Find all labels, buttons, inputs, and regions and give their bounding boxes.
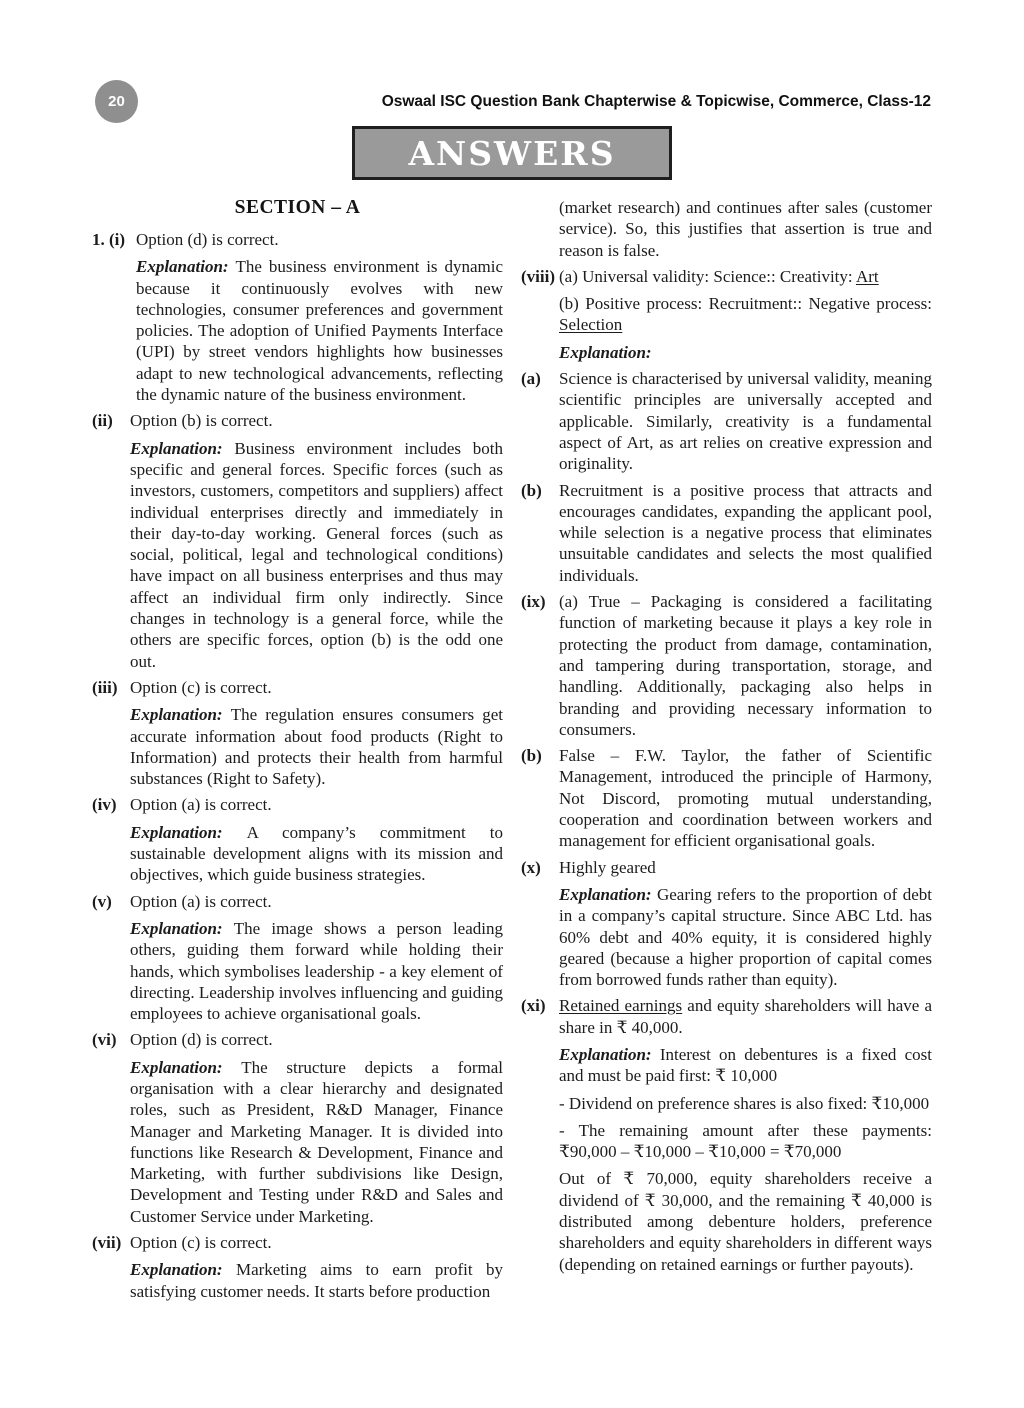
right-column-rows [521,197,932,1275]
answer-item-label: (xi) [521,996,546,1016]
answer-item [92,891,503,1025]
answer-item-content [136,229,503,405]
left-column-rows [92,229,503,1302]
text-segment: The structure depicts a formal organisation with a clear hierarchy and designated roles, such as President, R&D Manager, Finance Manager and Marketing Manager. It is divided into functions like Research & Development, Finance and Marketing, with further subdivisions like Design, Development and Testing under R&D and Sales and Customer Service under Marketing. [130,1057,503,1226]
text-segment: Science is characterised by universal validity, meaning scientific principles are universally accepted and applicable. Similarly, creativity is a fundamental aspect of Art, as art relies on creative expression and originality. [559,369,932,474]
answer-item [521,995,932,1275]
answer-item-label: (v) [92,891,112,911]
paragraph [559,995,932,1038]
answer-item-label: 1. (i) [92,230,126,249]
answer-item-content [559,480,932,586]
text-segment-bi: Explanation: [559,1044,660,1064]
paragraph [130,704,503,789]
text-segment: False – F.W. Taylor, the father of Scientific Management, introduced the principle of Harmony, Not Discord, promoting mutual understanding, cooperation and coordination between workers and management for efficient organisational goals. [559,746,932,851]
answer-item-content [559,591,932,740]
paragraph [130,794,503,815]
text-segment-u: Selection [559,315,623,335]
text-segment-bi: Explanation: [130,918,234,938]
paragraph [130,1057,503,1227]
paragraph [559,197,932,261]
paragraph [130,1029,503,1050]
text-segment-bi: Explanation: [130,1260,236,1280]
answer-item-content [130,1029,503,1227]
paragraph [130,891,503,912]
text-segment-bi: Explanation: [130,822,247,842]
text-segment-bi: Explanation: [130,438,235,458]
text-segment: Business environment includes both specific and general forces. Specific forces (such as investors, customers, competitors and suppliers) affect individual enterprises directly and immediately in their day-to-day working. General forces (such as social, political, legal and technological conditions) have impact on all business enterprises and thus may affect an individual firm only indirectly. Since changes in technology is a general force, while the others are specific forces, option (b) is the odd one out. [130,438,503,671]
text-segment: Option (b) is correct. [130,411,273,431]
text-segment: (a) True – Packaging is considered a facilitating function of marketing because it plays a key role in protecting the product from damage, contamination, and tampering during transportation, storage, and handling. Additionally, packaging also helps in branding and providing necessary information to consumers. [559,592,932,739]
answer-item [521,857,932,991]
title-part-1: Oswaal ISC Question Bank Chapterwise & Topicwise, [381,93,779,110]
answer-item-label: (x) [521,857,541,877]
paragraph [559,1168,932,1274]
answer-item [521,480,932,586]
text-segment: - The remaining amount after these payments: ₹90,000 – ₹10,000 – ₹10,000 = ₹70,000 [559,1120,932,1162]
answer-item-label [521,197,559,261]
answer-item [521,745,932,851]
text-segment: Recruitment is a positive process that attracts and encourages candidates, expanding the applicant pool, while selection is a negative process that eliminates unsuitable candidates and selects the most qualified individuals. [559,480,932,585]
paragraph [130,918,503,1024]
left-column [92,197,503,1307]
paragraph [130,410,503,431]
answer-item-content [559,857,932,991]
answer-item [521,591,932,740]
answer-item-content [559,995,932,1275]
paragraph [559,266,932,287]
answer-item-label: (ii) [92,411,113,431]
text-segment: (b) Positive process: Recruitment:: Negative process: [559,294,932,314]
text-segment: (market research) and continues after sales (customer service). So, this justifies that assertion is true and reason is false. [559,198,932,260]
text-segment: Interest on debentures is a fixed cost and must be paid first: ₹ 10,000 [559,1044,932,1086]
answer-item-content [130,891,503,1025]
answer-item-label: (vii) [92,1233,122,1253]
answer-item-label: (iv) [92,795,117,815]
text-segment-bi: Explanation: [130,705,231,725]
paragraph [130,438,503,672]
text-segment: Option (d) is correct. [130,1030,273,1050]
text-segment: Option (a) is correct. [130,795,272,815]
text-segment: - Dividend on preference shares is also fixed: ₹10,000 [559,1093,930,1113]
paragraph [136,229,503,250]
answer-item-content [559,368,932,474]
answer-item-content [130,1232,503,1302]
answer-item [92,1029,503,1227]
text-segment: (a) Universal validity: Science:: Creativity: [559,266,856,286]
answer-item-label: (b) [521,746,542,766]
answer-item [92,677,503,789]
text-segment-bi: Explanation: [559,884,657,904]
paragraph [559,480,932,586]
answer-item [521,368,932,474]
answer-item-label: (a) [521,369,541,389]
two-column-body [92,197,931,1307]
paragraph [559,1120,932,1163]
paragraph [130,677,503,698]
answer-item [92,229,503,405]
answer-item [521,197,932,261]
paragraph [130,822,503,886]
answer-item-label: (ix) [521,592,546,612]
paragraph [559,591,932,740]
running-header-title [382,93,931,111]
answer-item-label: (b) [521,480,542,500]
paragraph [136,256,503,405]
text-segment: A company’s commitment to sustainable development aligns with its mission and objectives, which guide business strategies. [130,822,503,885]
text-segment: Option (c) is correct. [130,677,272,697]
answer-item-content [130,410,503,672]
text-segment: The image shows a person leading others, guiding them forward while holding their hands, which symbolises leadership - a key element of directing. Leadership involves influencing and guiding employees to achieve organisational goals. [130,918,503,1024]
text-segment: Option (a) is correct. [130,891,272,911]
answer-item-content [559,745,932,851]
text-segment: The business environment is dynamic because it continuously evolves with new technologies, consumer preferences and government policies. The adoption of Unified Payments Interface (UPI) by street vendors highlights how businesses adapt to new technological advancements, reflecting the dynamic nature of the business environment. [136,257,503,405]
paragraph [130,1232,503,1253]
answer-item [92,410,503,672]
title-part-2: Class-12 [862,93,931,110]
paragraph [130,1259,503,1302]
text-segment-u: Retained earnings [559,996,683,1016]
paragraph [559,857,932,878]
page-number-badge: 20 [95,80,138,123]
paragraph [559,745,932,851]
answer-item [92,1232,503,1302]
text-segment: Marketing aims to earn profit by satisfying customer needs. It starts before production [130,1260,503,1301]
paragraph [559,1093,932,1114]
answer-item-label: (viii) [521,266,555,286]
paragraph [559,342,932,363]
paragraph [559,884,932,990]
answer-item-content [130,794,503,885]
answers-banner [352,126,672,180]
text-segment-bi: Explanation: [130,1057,242,1077]
text-segment: Highly geared [559,857,656,877]
answer-item [521,266,932,363]
answer-item-label: (vi) [92,1030,117,1050]
text-segment-u: Art [855,266,879,286]
answer-item-content [559,197,932,261]
answer-item-label: (iii) [92,677,118,697]
text-segment-bi: Explanation: [559,342,652,362]
text-segment: Out of ₹ 70,000, equity shareholders receive a dividend of ₹ 30,000, and the remaining ₹ 40,000 is distributed among debenture holders, preference shareholders and equity shareholders in different ways (depending on retained earnings or further payouts). [559,1169,932,1274]
section-heading: SECTION – A [234,197,361,218]
paragraph [559,293,932,336]
paragraph [559,368,932,474]
answer-item [92,794,503,885]
text-segment: and equity shareholders will have a share in ₹ 40,000. [559,996,932,1037]
text-segment-bi: Explanation: [136,257,236,277]
title-part-bold: Commerce, [778,93,863,110]
answer-item-content [559,266,932,363]
text-segment: Option (c) is correct. [130,1233,272,1253]
answer-item-content [130,677,503,789]
text-segment: The regulation ensures consumers get accurate information about food products (Right to Information) and protects their health from harmful substances (Right to Safety). [130,705,503,789]
paragraph [559,1044,932,1087]
text-segment: Gearing refers to the proportion of debt in a company’s capital structure. Since ABC Ltd. has 60% debt and 40% equity, it is considered highly geared (because a higher proportion of capital comes from borrowed funds rather than equity). [559,884,932,990]
text-segment: Option (d) is correct. [136,230,279,249]
answers-banner-label: ANSWERS [408,133,616,173]
right-column [521,197,932,1307]
